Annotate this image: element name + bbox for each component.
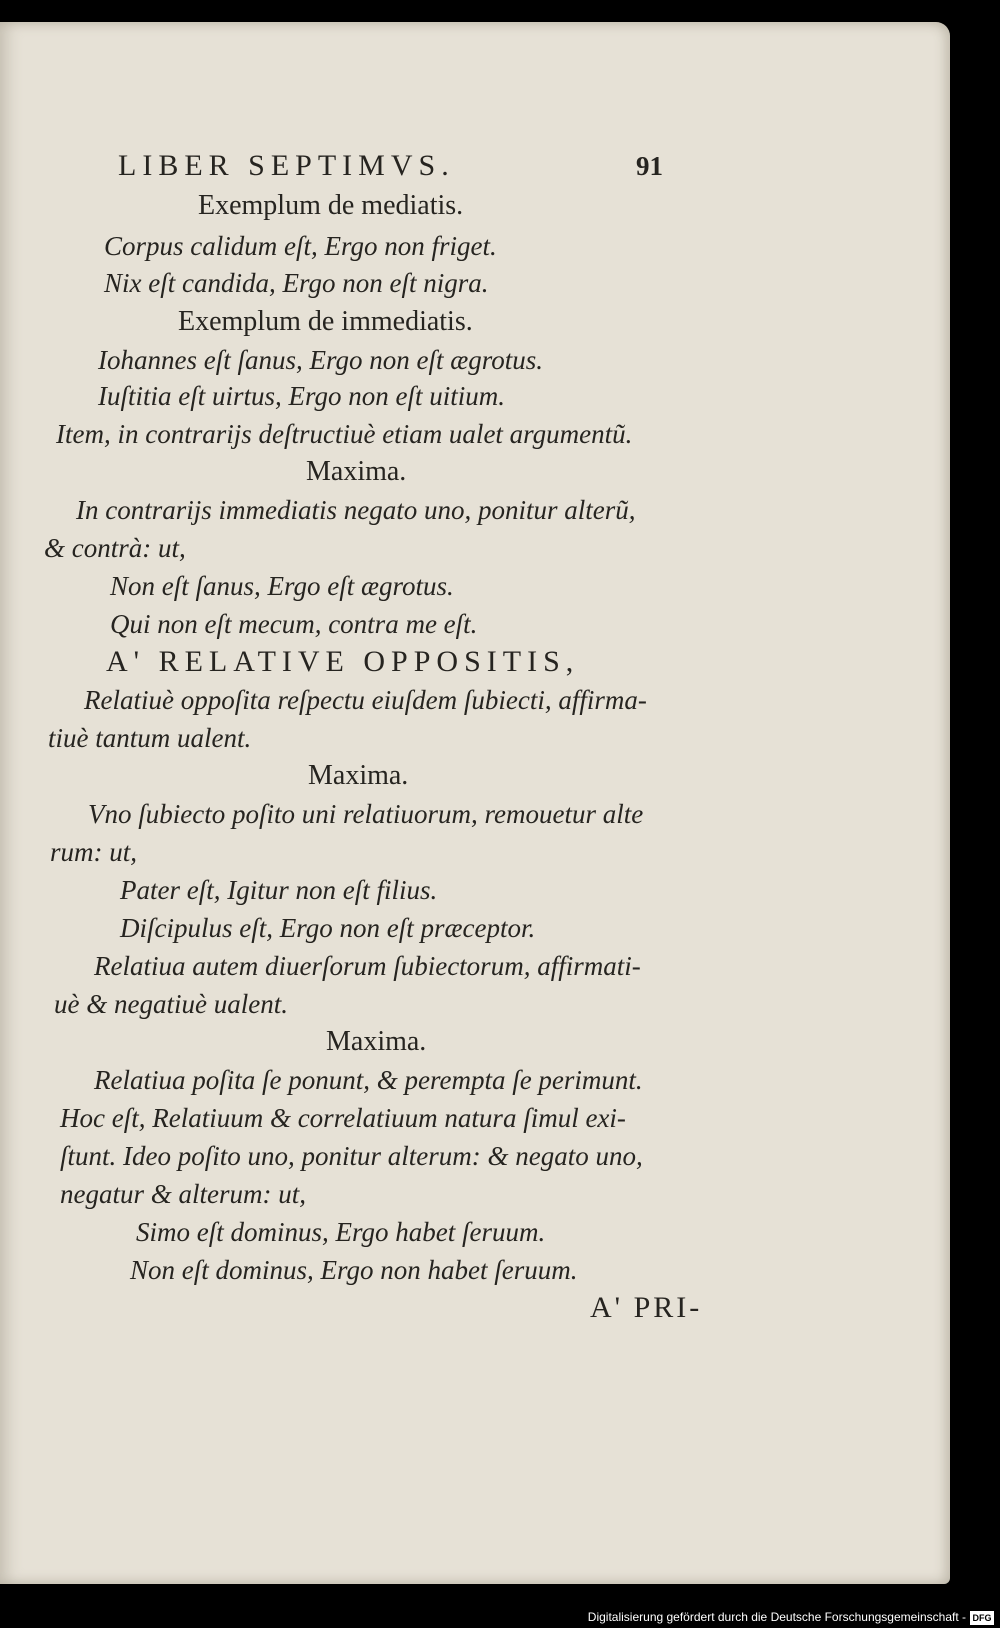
text-line: Item, in contrarijs deſtructiuè etiam ualet argumentũ. — [56, 419, 633, 449]
text-line: Relatiua poſita ſe ponunt, & perempta ſe perimunt. — [94, 1065, 643, 1095]
text-line: Hoc eſt, Relatiuum & correlatiuum natura ſimul exi- — [60, 1103, 626, 1133]
catchword: A' PRI- — [590, 1291, 703, 1324]
book-page — [0, 22, 950, 1584]
text-line: tiuè tantum ualent. — [48, 723, 252, 753]
running-head-title: LIBER SEPTIMVS. — [118, 149, 455, 182]
text-line: Corpus calidum eſt, Ergo non friget. — [104, 231, 497, 261]
dfg-logo: DFG — [970, 1611, 994, 1625]
heading-exemplum-immediatis: Exemplum de immediatis. — [178, 306, 473, 337]
text-line: rum: ut, — [50, 837, 137, 867]
text-line: ſtunt. Ideo poſito uno, ponitur alterum: & negato uno, — [60, 1141, 643, 1171]
text-line: Vno ſubiecto poſito uni relatiuorum, remouetur alte — [88, 799, 644, 829]
page-number: 91 — [636, 151, 663, 181]
heading-maxima: Maxima. — [308, 760, 409, 791]
heading-maxima: Maxima. — [326, 1026, 427, 1057]
text-line: Iohannes eſt ſanus, Ergo non eſt ægrotus. — [98, 345, 543, 375]
section-heading: A' RELATIVE OPPOSITIS, — [106, 645, 580, 678]
text-line: Non eſt ſanus, Ergo eſt ægrotus. — [110, 571, 454, 601]
heading-maxima: Maxima. — [306, 456, 407, 487]
text-line: Qui non eſt mecum, contra me eſt. — [110, 609, 478, 639]
text-line: Pater eſt, Igitur non eſt filius. — [120, 875, 438, 905]
text-line: In contrarijs immediatis negato uno, ponitur alterũ, — [76, 495, 636, 525]
text-line: Relatiuè oppoſita reſpectu eiuſdem ſubiecti, affirma- — [84, 685, 647, 715]
text-line: Nix eſt candida, Ergo non eſt nigra. — [104, 268, 489, 298]
text-line: Iuſtitia eſt uirtus, Ergo non eſt uitium. — [98, 381, 505, 411]
text-line: Simo eſt dominus, Ergo habet ſeruum. — [136, 1217, 546, 1247]
funding-credit: Digitalisierung gefördert durch die Deutsche Forschungsgemeinschaft - — [587, 1610, 966, 1624]
heading-exemplum-mediatis: Exemplum de mediatis. — [198, 190, 464, 221]
text-line: Diſcipulus eſt, Ergo non eſt præceptor. — [120, 913, 536, 943]
text-line: negatur & alterum: ut, — [60, 1179, 306, 1209]
text-line: uè & negatiuè ualent. — [54, 989, 288, 1019]
text-line: & contrà: ut, — [44, 533, 186, 563]
text-line: Relatiua autem diuerſorum ſubiectorum, affirmati- — [94, 951, 641, 981]
text-line: Non eſt dominus, Ergo non habet ſeruum. — [130, 1255, 578, 1285]
